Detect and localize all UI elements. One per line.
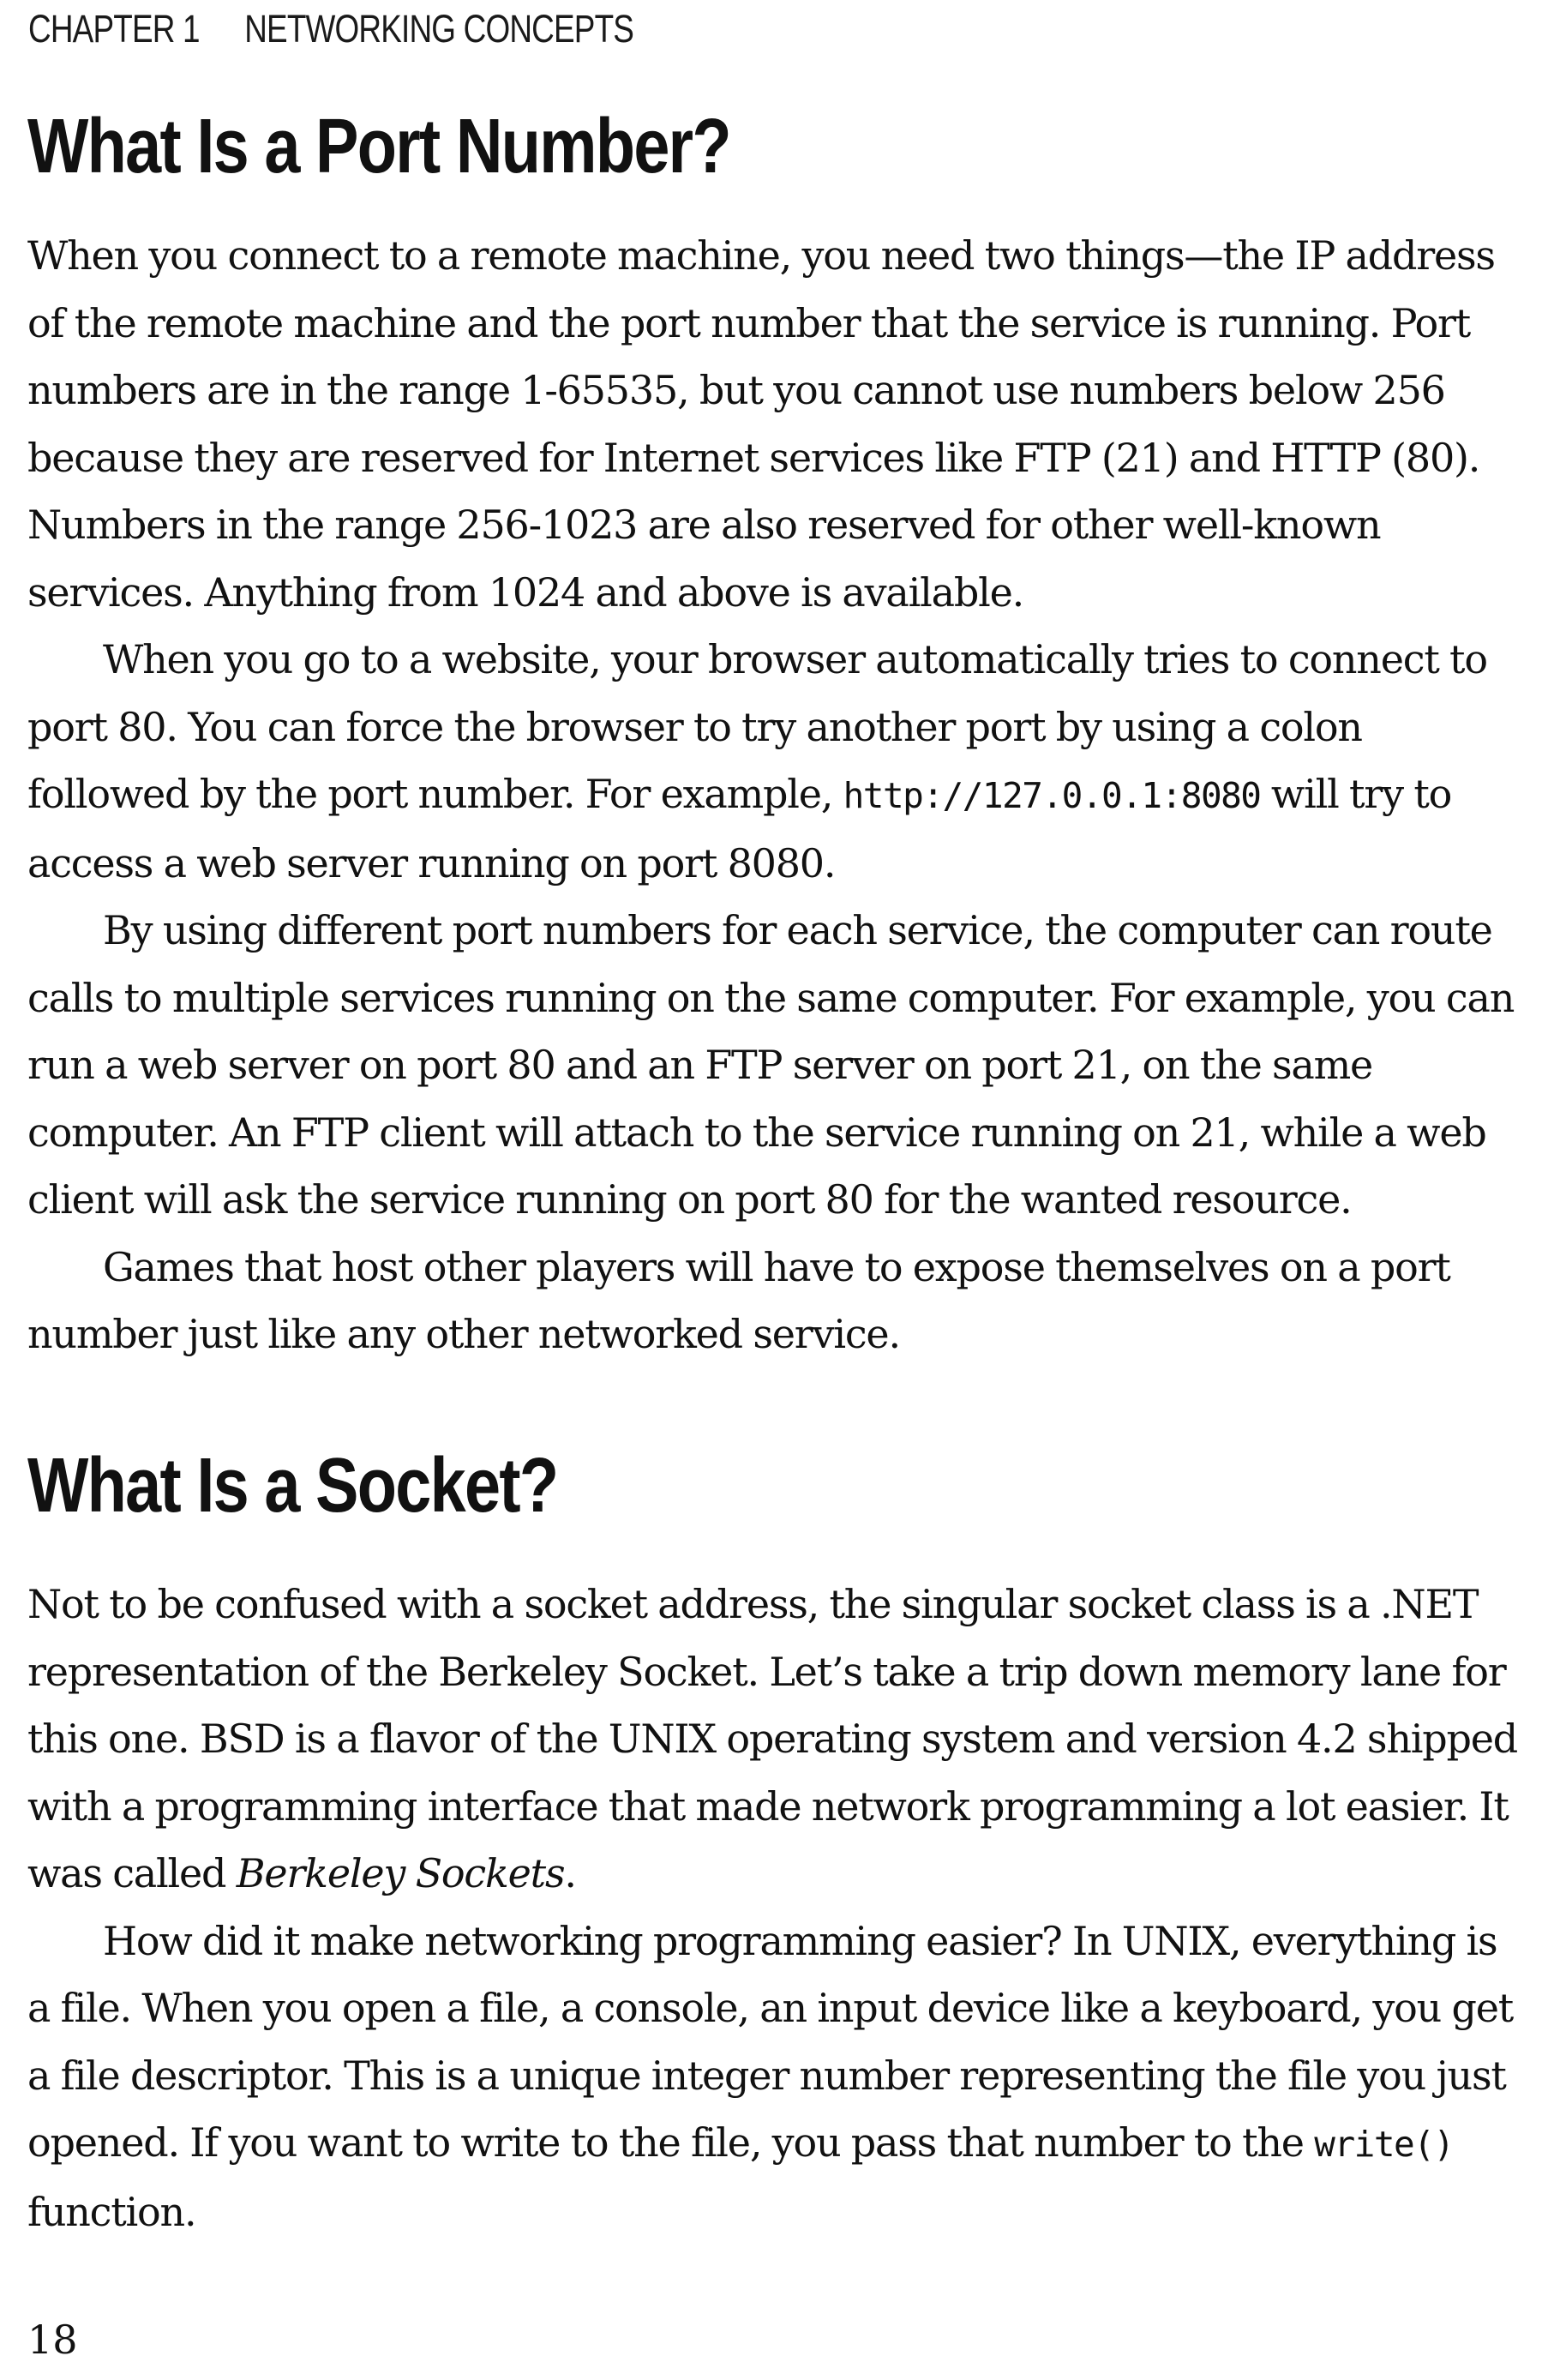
section-body-port-number bbox=[27, 222, 1519, 1368]
paragraph bbox=[27, 1908, 1519, 2246]
paragraph bbox=[27, 1571, 1519, 1908]
inline-code-function: write() bbox=[1314, 2124, 1454, 2165]
paragraph-text: How did it make networking programming easier? In UNIX, everything is a file. When you open a file, a console, an input device like a keyboard, you get a file descriptor. This is a unique integer number representing the file you just opened. If you want to write to the file, you pass that number to the bbox=[27, 1917, 1514, 2166]
chapter-title: NETWORKING CONCEPTS bbox=[244, 7, 634, 51]
paragraph-text: function. bbox=[27, 2188, 196, 2235]
section-heading-port-number: What Is a Port Number? bbox=[27, 104, 730, 189]
inline-code-url: http://127.0.0.1:8080 bbox=[843, 775, 1261, 816]
running-header bbox=[28, 7, 633, 51]
paragraph-text: . bbox=[564, 1850, 576, 1896]
section-body-socket bbox=[27, 1571, 1519, 2245]
paragraph: By using different port numbers for each service, the computer can route calls to multiple services running on the same computer. For example, you can run a web server on port 80 and an FTP server on port 21, on the same computer. An FTP client will attach to the service running on 21, while a web client will ask the service running on port 80 for the wanted resource. bbox=[27, 907, 1515, 1223]
paragraph-text: Not to be confused with a socket address, the singular socket class is a .NET representation of the Berkeley Socket. Let’s take a trip down memory lane for this one. BSD is a flavor of the UNIX operating system and version 4.2 shipped with a programming interface that made network programming a lot easier. It was called bbox=[27, 1581, 1518, 1896]
paragraph: Games that host other players will have to expose themselves on a port number just like any other networked service. bbox=[27, 1243, 1450, 1357]
chapter-number: CHAPTER 1 bbox=[28, 7, 200, 51]
page-number: 18 bbox=[27, 2317, 78, 2363]
paragraph-text: will try to access a web server running on port 8080. bbox=[27, 771, 1452, 886]
paragraph: When you connect to a remote machine, you need two things—the IP address of the remote machine and the port number that the service is running. Port numbers are in the range 1-65535, but you cannot use numbers below 256 because they are reserved for Internet services like FTP (21) and HTTP (80). Numbers in the range 256-1023 are also reserved for other well-known services. Anything from 1024 and above is available. bbox=[27, 232, 1495, 616]
paragraph-text: When you go to a website, your browser automatically tries to connect to port 80. You can force the browser to try another port by using a colon followed by the port number. For example, bbox=[27, 636, 1487, 817]
paragraph bbox=[27, 626, 1519, 897]
section-heading-socket: What Is a Socket? bbox=[27, 1443, 558, 1529]
italic-term: Berkeley Sockets bbox=[236, 1850, 565, 1896]
